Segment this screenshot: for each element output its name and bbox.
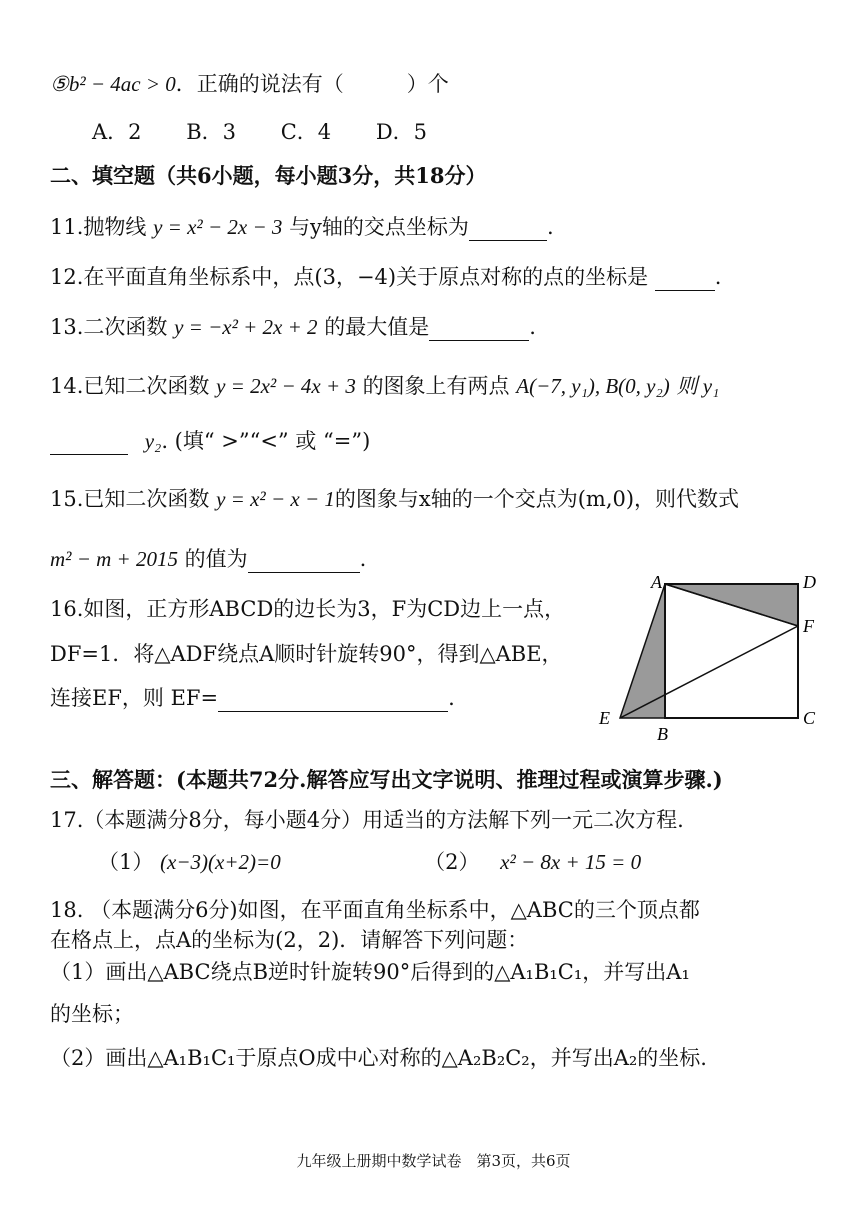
label-f: F	[803, 616, 814, 636]
q13-expr: y = −x² + 2x + 2	[174, 315, 318, 339]
q12-answer-blank	[655, 268, 715, 291]
q11-suffix: 与y轴的交点坐标为	[289, 215, 469, 239]
q14-middle: 的图象上有两点	[362, 374, 510, 398]
q10-choices	[92, 118, 465, 146]
choice-c: C．4	[280, 120, 332, 144]
q15-suffix: 的图象与x轴的一个交点为(m,0)，则代数式	[334, 487, 740, 511]
section2-heading: 二、填空题（共6小题，每小题3分，共18分）	[50, 163, 487, 188]
square-figure	[595, 568, 827, 744]
label-d: D	[803, 572, 816, 592]
q12-text: 12.在平面直角坐标系中，点(3，−4)关于原点对称的点的坐标是	[50, 265, 649, 289]
q12-end: .	[714, 265, 722, 289]
q12	[50, 263, 721, 291]
q18-line3: （1）画出△ABC绕点B逆时针旋转90°后得到的△A₁B₁C₁，并写出A₁	[50, 960, 690, 984]
page-footer: 九年级上册期中数学试卷 第3页，共6页	[296, 1152, 571, 1170]
q14-prefix: 14.已知二次函数	[50, 374, 210, 398]
q15-end: .	[359, 547, 367, 571]
q10-item5	[50, 70, 449, 98]
q13-answer-blank	[429, 318, 529, 341]
label-b: B	[657, 724, 668, 744]
q14-line1	[50, 372, 719, 400]
q17-text: 17.（本题满分8分，每小题4分）用适当的方法解下列一元二次方程.	[50, 808, 684, 832]
label-c: C	[803, 708, 816, 728]
q16-answer-blank	[218, 689, 448, 712]
q17-part2-expr: x² − 8x + 15 = 0	[500, 850, 642, 874]
q14-answer-blank	[50, 432, 128, 455]
q13	[50, 313, 536, 341]
q13-prefix: 13.二次函数	[50, 315, 168, 339]
q14-var: y₂	[144, 429, 162, 453]
q16-line1: 16.如图，正方形ABCD的边长为3，F为CD边上一点，	[50, 597, 566, 621]
section3-heading: 三、解答题：(本题共72分.解答应写出文字说明、推理过程或演算步骤.)	[50, 767, 723, 792]
q14-expr: y = 2x² − 4x + 3	[216, 374, 356, 398]
q11-answer-blank	[469, 218, 547, 241]
q16-line2: DF=1．将△ADF绕点A顺时针旋转90°，得到△ABE，	[50, 642, 563, 666]
q14-then: 则 y₁	[676, 374, 720, 398]
choice-b: B．3	[186, 120, 237, 144]
q13-end: .	[529, 315, 536, 339]
q15-line1	[50, 485, 739, 513]
q18-line2: 在格点上，点A的坐标为(2，2)．请解答下列问题：	[50, 928, 529, 952]
q16-end: .	[448, 686, 455, 710]
q10-item5-expr: ⑤b² − 4ac > 0	[50, 72, 176, 96]
q15-suffix2: 的值为	[184, 547, 248, 571]
q14-line2	[50, 427, 370, 455]
q11-expr: y = x² − 2x − 3	[153, 215, 283, 239]
choice-a: A．2	[92, 120, 142, 144]
q17-parts	[98, 848, 641, 876]
q11-end: .	[546, 215, 554, 239]
q14-points: A(−7, y₁), B(0, y₂)	[516, 374, 670, 398]
q14-instruction: . (填“ >”“<” 或 “=”)	[161, 429, 371, 453]
q16-prompt: 连接EF，则 EF=	[50, 686, 219, 710]
q15-answer-blank	[248, 550, 360, 573]
q11	[50, 213, 554, 241]
q16-line3	[50, 684, 455, 712]
label-e: E	[599, 708, 610, 728]
q15-prefix: 15.已知二次函数	[50, 487, 210, 511]
q13-suffix: 的最大值是	[324, 315, 430, 339]
q18-line1: 18. （本题满分6分)如图，在平面直角坐标系中，△ABC的三个顶点都	[50, 898, 700, 922]
q15-line2	[50, 545, 366, 573]
q17-part1-expr: (x−3)(x+2)=0	[160, 850, 281, 874]
q15-expr2: m² − m + 2015	[50, 547, 178, 571]
q17-part2-label: （2）	[424, 850, 480, 874]
q10-question: ．正确的说法有（ ）个	[175, 72, 449, 96]
q17-part1-label: （1）	[98, 850, 154, 874]
q15-expr: y = x² − x − 1	[216, 487, 335, 511]
choice-d: D．5	[375, 120, 428, 144]
q18-line4: 的坐标；	[50, 1002, 134, 1026]
q18-line5: （2）画出△A₁B₁C₁于原点O成中心对称的△A₂B₂C₂，并写出A₂的坐标.	[50, 1046, 707, 1070]
label-a: A	[651, 572, 662, 592]
q11-prefix: 11.抛物线	[50, 215, 147, 239]
